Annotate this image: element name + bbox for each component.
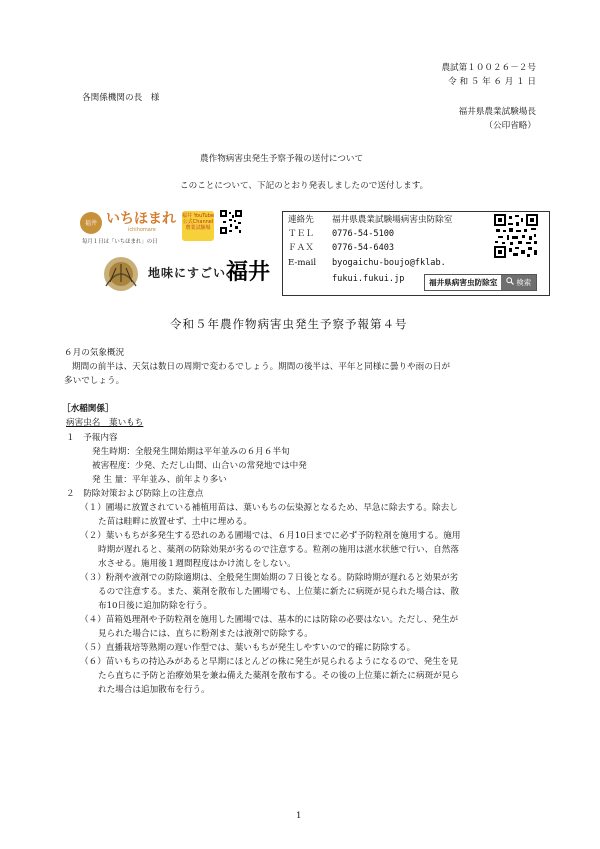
measure-6-line-3: れた場合は追加散布を行う。 — [98, 685, 210, 695]
measure-5-line-1: （５）直播栽培等熟期の遅い作型では、葉いもちが発生しやすいので的確に防除する。 — [80, 643, 416, 653]
email-label: E-mail — [288, 258, 317, 268]
fax-value: 0776-54-6403 — [332, 243, 395, 253]
measure-1-line-1: （１）圃場に放置されている補植用苗は、葉いもちの伝染源となるため、早急に除去する。除去し — [80, 503, 458, 513]
contact-qr-code-icon — [494, 214, 538, 258]
search-button[interactable] — [501, 275, 536, 290]
search-button-label: 検索 — [516, 277, 532, 287]
search-query-text[interactable]: 福井県病害虫防除室 — [429, 277, 498, 287]
measure-3-line-2: るので注意する。また、薬剤を散布した圃場でも、上位葉に新たに病斑が見られた場合は、散 — [98, 587, 459, 597]
doc-number: 農試第１００２６－２号 — [441, 63, 536, 73]
measure-4-line-2: 見られた場合には、直ちに粉剤または液剤で防除する。 — [98, 629, 313, 639]
search-box[interactable] — [424, 274, 537, 291]
measure-4-line-1: （４）苗箱処理剤や予防粒剤を施用した圃場では、基本的には防除の必要はない。ただし、発生が — [80, 615, 459, 625]
section-rice-heading: ［水稲関係］ — [62, 404, 114, 414]
ichihomare-logo-icon: 福井 — [80, 212, 102, 234]
contact-value: 福井県農業試験場病害虫防除室 — [332, 215, 453, 225]
measure-1-line-2: た苗は畦畔に放置せず、土中に埋める。 — [98, 517, 253, 527]
measure-2-line-3: 水させる。施用後１週間程度はかけ流しをしない。 — [98, 559, 296, 569]
measure-3-line-1: （３）粉剤や液剤での防除適期は、全般発生開始期の７日後となる。防除時期が遅れると効果が劣 — [80, 573, 459, 583]
ichihomare-roman: ichihomare — [128, 227, 156, 233]
control-heading: ２ 防除対策および防除上の注意点 — [66, 489, 204, 499]
ichihomare-note: 毎月１日は「いちほまれ」の日 — [82, 239, 158, 245]
contact-label: 連絡先 — [288, 215, 314, 225]
tel-label: ＴＥＬ — [288, 229, 314, 239]
fukui-slogan-big: 福井 — [226, 259, 271, 285]
forecast-amount: 発 生 量：平年並み、前年より多い — [92, 475, 227, 485]
measure-2-line-2: 時期が遅れると、薬剤の防除効果が劣るので注意する。粒剤の施用は湛水状態で行い、自然落 — [98, 545, 459, 555]
forecast-damage: 被害程度：少発、ただし山間、山合いの常発地では中発 — [92, 461, 307, 471]
measure-2-line-1: （２）葉いもちが多発生する恐れのある圃場では、６月10日までに必ず予防粒剤を施用する。施用 — [80, 531, 461, 541]
report-title: 令和５年農作物病害虫発生予察予報第４号 — [170, 317, 408, 331]
ichihomare-name: いちほまれ — [106, 211, 176, 227]
email-value-2[interactable]: fukui.fukui.jp — [332, 274, 405, 284]
fukui-fan-illustration-icon — [96, 252, 146, 292]
disease-name: 病害虫名 葉いもち — [66, 418, 144, 428]
weather-line-1: 期間の前半は、天気は数日の周期で変わるでしょう。期間の後半は、平年と同様に曇りや雨の日が — [72, 362, 451, 372]
measure-6-line-1: （６）苗いもちの持込みがあると早期にほとんどの株に発生が見られるようになるので、発生を見 — [80, 657, 458, 667]
forecast-timing: 発生時期：全般発生開始期は平年並みの６月６半旬 — [92, 447, 290, 457]
sender-note: （公印省略） — [484, 121, 536, 131]
fax-label: ＦＡＸ — [288, 243, 314, 253]
subject: 農作物病害虫発生予察予報の送付について — [200, 154, 364, 164]
sender-org: 福井県農業試験場長 — [458, 107, 536, 117]
recipient: 各関係機関の長 様 — [82, 93, 160, 103]
forecast-heading: １ 予報内容 — [66, 433, 118, 443]
youtube-channel-badge[interactable]: 福井 YouTube 公式Channel 農業試験場 — [182, 211, 214, 241]
channel-qr-code-icon — [220, 210, 242, 234]
weather-heading: ６月の気象概況 — [64, 348, 125, 358]
measure-6-line-2: たら直ちに予防と治療効果を兼ね備えた薬剤を散布する。その後の上位葉に新たに病斑が見ら — [98, 671, 459, 681]
measure-3-line-3: 布10日後に追加防除を行う。 — [98, 601, 213, 611]
tel-value: 0776-54-5100 — [332, 229, 395, 239]
search-icon — [506, 277, 514, 288]
email-value-1[interactable]: byogaichu-boujo@fklab. — [332, 258, 446, 268]
intro-text: このことについて、下記のとおり発表しましたので送付します。 — [180, 181, 429, 191]
doc-date: 令 和 ５ 年 ６ 月 １ 日 — [448, 77, 536, 87]
weather-line-2: 多いでしょう。 — [64, 376, 125, 386]
fukui-slogan: 地味にすごい、 — [148, 266, 240, 280]
page-number: 1 — [296, 811, 302, 821]
